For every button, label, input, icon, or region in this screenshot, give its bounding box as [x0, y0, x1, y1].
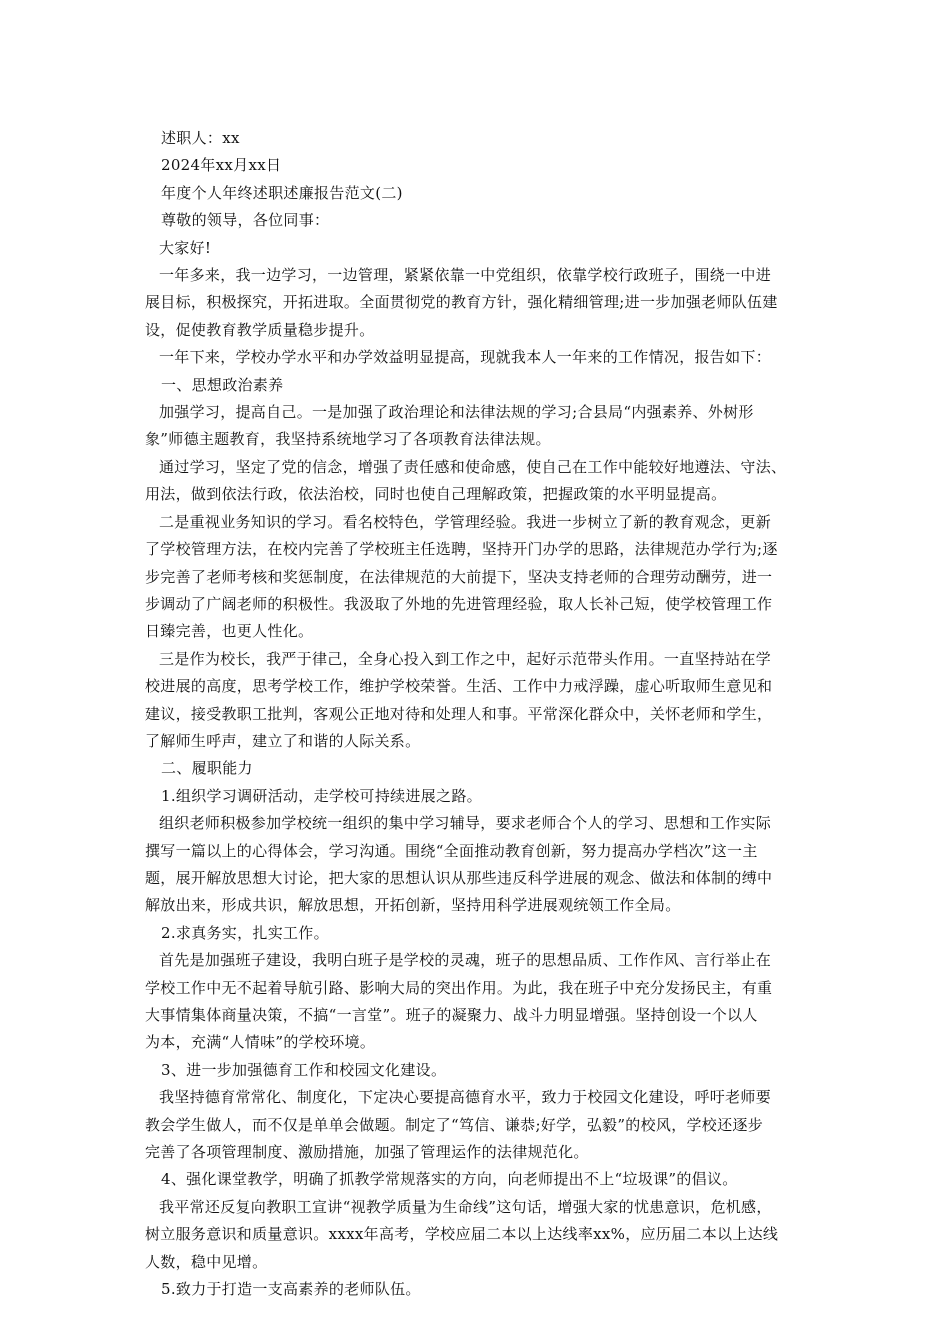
paragraph-line: 三是作为校长，我严于律己，全身心投入到工作之中，起好示范带头作用。一直坚持站在学 [159, 649, 772, 668]
section-heading: 二、履职能力 [161, 759, 253, 778]
paragraph-line: 学校工作中无不起着导航引路、影响大局的突出作用。为此，我在班子中充分发扬民主，有重 [145, 978, 773, 997]
subsection-heading: 4、强化课堂教学，明确了抓教学常规落实的方向，向老师提出不上“垃圾课”的倡议。 [161, 1170, 738, 1189]
paragraph-line: 我坚持德育常常化、制度化，下定决心要提高德育水平，致力于校园文化建设，呼吁老师要 [159, 1088, 772, 1107]
paragraph-line: 展目标，积极探究，开拓进取。全面贯彻党的教育方针，强化精细管理;进一步加强老师队伍建 [145, 293, 778, 312]
subsection-heading: 2.求真务实，扎实工作。 [161, 923, 329, 942]
paragraph-line: 题，展开解放思想大讨论，把大家的思想认识从那些违反科学进展的观念、做法和体制的缚中 [145, 868, 773, 887]
paragraph-line: 校进展的高度，思考学校工作，维护学校荣誉。生活、工作中力戒浮躁，虚心听取师生意见和 [145, 677, 773, 696]
section-heading: 一、思想政治素养 [161, 375, 284, 394]
paragraph-line: 二是重视业务知识的学习。看名校特色，学管理经验。我进一步树立了新的教育观念，更新 [159, 512, 772, 531]
paragraph-line: 人数，稳中见增。 [145, 1252, 268, 1271]
reporter-line: 述职人：xx [161, 129, 240, 147]
paragraph-line: 树立服务意识和质量意识。xxxx年高考，学校应届二本以上达线率xx%，应历届二本以上达线 [145, 1225, 779, 1244]
greeting: 大家好! [159, 238, 212, 257]
paragraph-line: 解放出来，形成共识，解放思想，开拓创新，坚持用科学进展观统领工作全局。 [145, 896, 681, 915]
subsection-heading: 3、进一步加强德育工作和校园文化建设。 [161, 1060, 447, 1079]
subsection-heading: 1.组织学习调研活动，走学校可持续进展之路。 [161, 786, 482, 805]
document-title: 年度个人年终述职述廉报告范文(二) [161, 183, 403, 202]
paragraph-line: 通过学习，坚定了党的信念，增强了责任感和使命感，使自己在工作中能较好地遵法、守法、 [159, 457, 787, 476]
paragraph-line: 了学校管理方法，在校内完善了学校班主任选聘，坚持开门办学的思路，法律规范办学行为;逐 [145, 540, 778, 559]
paragraph-line: 我平常还反复向教职工宣讲“视教学质量为生命线”这句话，增强大家的忧患意识，危机感， [159, 1197, 772, 1216]
paragraph-line: 用法，做到依法行政，依法治校，同时也使自己理解政策，把握政策的水平明显提高。 [145, 485, 727, 504]
paragraph-line: 首先是加强班子建设，我明白班子是学校的灵魂，班子的思想品质、工作作风、言行举止在 [159, 951, 772, 970]
salutation: 尊敬的领导，各位同事： [161, 211, 330, 230]
paragraph-line: 组织老师积极参加学校统一组织的集中学习辅导，要求老师合个人的学习、思想和工作实际 [159, 814, 772, 833]
date-line: 2024年xx月xx日 [161, 156, 282, 175]
paragraph-line: 教会学生做人，而不仅是单单会做题。制定了“笃信、谦恭;好学，弘毅”的校风，学校还逐步 [145, 1115, 763, 1134]
document-body [145, 125, 805, 1303]
paragraph-line: 撰写一篇以上的心得体会，学习沟通。围绕“全面推动教育创新，努力提高办学档次”这一主 [145, 841, 758, 860]
paragraph-line: 象”师德主题教育，我坚持系统地学习了各项教育法律法规。 [145, 430, 551, 449]
paragraph-line: 大事情集体商量决策，不搞“一言堂”。班子的凝聚力、战斗力明显增强。坚持创设一个以人 [145, 1006, 758, 1024]
paragraph-line: 一年多来，我一边学习，一边管理，紧紧依靠一中党组织，依靠学校行政班子，围绕一中进 [159, 266, 772, 285]
paragraph-line: 步完善了老师考核和奖惩制度，在法律规范的大前提下，坚决支持老师的合理劳动酬劳，进一 [145, 567, 773, 586]
paragraph-line: 一年下来，学校办学水平和办学效益明显提高，现就我本人一年来的工作情况，报告如下： [159, 348, 772, 367]
paragraph-line: 为本，充满“人情味”的学校环境。 [145, 1033, 376, 1052]
paragraph-line: 设，促使教育教学质量稳步提升。 [145, 320, 375, 339]
subsection-heading: 5.致力于打造一支高素养的老师队伍。 [161, 1280, 421, 1299]
paragraph-line: 日臻完善，也更人性化。 [145, 622, 314, 641]
paragraph-line: 加强学习，提高自己。一是加强了政治理论和法律法规的学习;合县局“内强素养、外树形 [159, 403, 754, 422]
paragraph-line: 了解师生呼声，建立了和谐的人际关系。 [145, 731, 421, 750]
paragraph-line: 完善了各项管理制度、激励措施，加强了管理运作的法律规范化。 [145, 1143, 589, 1162]
paragraph-line: 步调动了广阔老师的积极性。我汲取了外地的先进管理经验，取人长补己短，使学校管理工作 [145, 594, 773, 613]
paragraph-line: 建议，接受教职工批判，客观公正地对待和处理人和事。平常深化群众中，关怀老师和学生， [145, 704, 773, 723]
